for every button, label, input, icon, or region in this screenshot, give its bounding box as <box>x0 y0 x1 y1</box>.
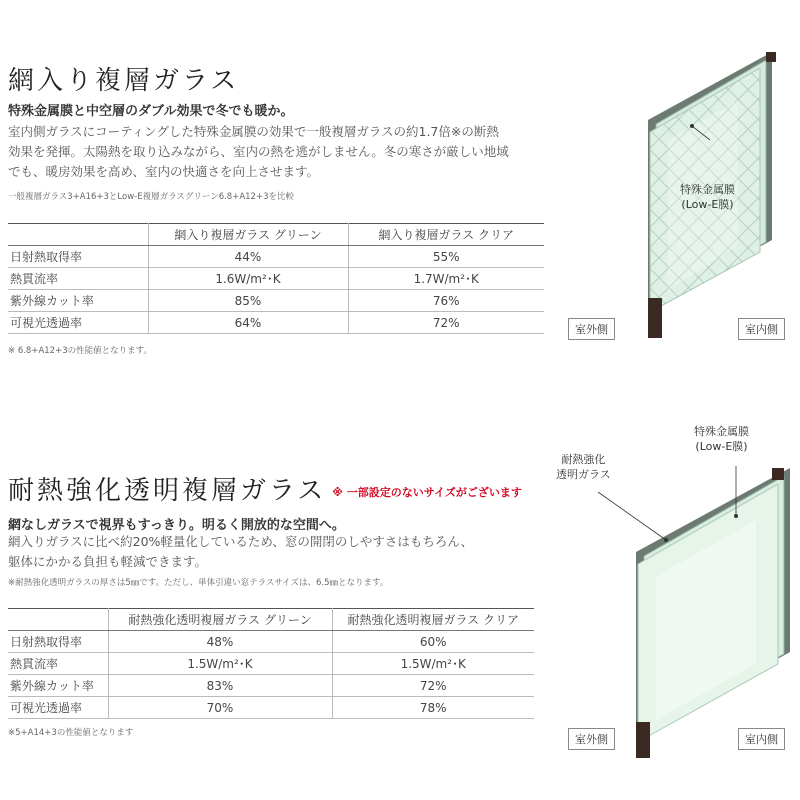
section2-film-label: 特殊金属膜 (Low-E膜) <box>694 425 749 453</box>
table-cell: 72% <box>348 312 544 334</box>
leader-line <box>598 492 666 540</box>
table-cell: 83% <box>108 675 332 697</box>
table-cell: 熱貫流率 <box>8 653 108 675</box>
section1-body-line: 効果を発揮。太陽熱を取り込みながら、室内の熱を逃がしません。冬の寒さが厳しい地域 <box>8 144 509 159</box>
table-cell: 55% <box>348 246 544 268</box>
table-row <box>8 697 534 719</box>
section2-spec-table <box>8 608 534 719</box>
section2-lead: 網なしガラスで視界もすっきり。明るく開放的な空間へ。 <box>8 518 345 533</box>
table-header-cell <box>8 224 148 246</box>
table-cell: 72% <box>332 675 534 697</box>
table-cell: 64% <box>148 312 348 334</box>
table-row <box>8 631 534 653</box>
section2-outside-label: 室外側 <box>568 728 615 750</box>
section1-spec-table <box>8 223 544 334</box>
section1-small-note: 一般複層ガラス3+A16+3とLow-E複層ガラスグリーン6.8+A12+3を比較 <box>8 192 294 202</box>
section2-glass-illustration <box>560 440 800 760</box>
table-row <box>8 653 534 675</box>
spacer-top <box>772 468 784 480</box>
table-cell: 48% <box>108 631 332 653</box>
section2-glass-label: 耐熱強化 透明ガラス <box>556 453 611 481</box>
table-header-cell: 耐熱強化透明複層ガラス クリア <box>332 609 534 631</box>
section2-small-note: ※耐熱強化透明ガラスの厚さは5㎜です。ただし、単体引違い窓テラスサイズは、6.5㎜となります。 <box>8 578 389 588</box>
table-row <box>8 268 544 290</box>
section2-body <box>8 532 473 572</box>
table-row <box>8 675 534 697</box>
section1-body <box>8 122 509 182</box>
leader-dot <box>734 514 738 518</box>
table-row <box>8 290 544 312</box>
section2-inside-label: 室内側 <box>738 728 785 750</box>
table-cell: 紫外線カット率 <box>8 290 148 312</box>
table-cell: 70% <box>108 697 332 719</box>
section1-body-line: でも、暖房効果を高め、室内の快適さを向上させます。 <box>8 164 320 179</box>
table-cell: 熱貫流率 <box>8 268 148 290</box>
section2-title-text: 耐熱強化透明複層ガラス <box>8 476 327 506</box>
leader-dot <box>664 538 668 542</box>
section2-body-line: 網入りガラスに比べ約20%軽量化しているため、窓の開閉のしやすさはもちろん、 <box>8 534 474 549</box>
table-cell: 1.7W/m²･K <box>348 268 544 290</box>
section1-inside-label: 室内側 <box>738 318 785 340</box>
table-cell: 44% <box>148 246 348 268</box>
section1-outside-label: 室外側 <box>568 318 615 340</box>
table-cell: 1.6W/m²･K <box>148 268 348 290</box>
section2-body-line: 躯体にかかる負担も軽減できます。 <box>8 554 208 569</box>
spacer-top <box>766 52 776 62</box>
spacer-bottom <box>648 298 662 338</box>
table-cell: 可視光透過率 <box>8 697 108 719</box>
table-cell: 日射熱取得率 <box>8 246 148 268</box>
table-cell: 60% <box>332 631 534 653</box>
spacer-bottom <box>636 722 650 758</box>
table-cell: 85% <box>148 290 348 312</box>
section2-title <box>8 470 522 507</box>
section2-title-note: ※ 一部設定のないサイズがございます <box>332 485 522 499</box>
table-cell: 紫外線カット率 <box>8 675 108 697</box>
leader-dot <box>690 124 694 128</box>
table-cell: 日射熱取得率 <box>8 631 108 653</box>
section1-body-line: 室内側ガラスにコーティングした特殊金属膜の効果で一般複層ガラスの約1.7倍※の断熱 <box>8 124 499 139</box>
table-cell: 1.5W/m²･K <box>332 653 534 675</box>
table-header-row <box>8 224 544 246</box>
table-header-cell: 耐熱強化透明複層ガラス グリーン <box>108 609 332 631</box>
table-cell: 78% <box>332 697 534 719</box>
section1-footnote: ※ 6.8+A12+3の性能値となります。 <box>8 346 152 356</box>
table-cell: 1.5W/m²･K <box>108 653 332 675</box>
table-header-row <box>8 609 534 631</box>
table-cell: 76% <box>348 290 544 312</box>
table-row <box>8 246 544 268</box>
table-header-cell <box>8 609 108 631</box>
section2-footnote: ※5+A14+3の性能値となります <box>8 728 134 738</box>
section1-title: 網入り複層ガラス <box>8 66 240 96</box>
table-header-cell: 網入り複層ガラス クリア <box>348 224 544 246</box>
section1-lead: 特殊金属膜と中空層のダブル効果で冬でも暖か。 <box>8 104 294 119</box>
table-header-cell: 網入り複層ガラス グリーン <box>148 224 348 246</box>
table-cell: 可視光透過率 <box>8 312 148 334</box>
table-row <box>8 312 544 334</box>
section1-film-label: 特殊金属膜 (Low-E膜) <box>680 183 735 211</box>
